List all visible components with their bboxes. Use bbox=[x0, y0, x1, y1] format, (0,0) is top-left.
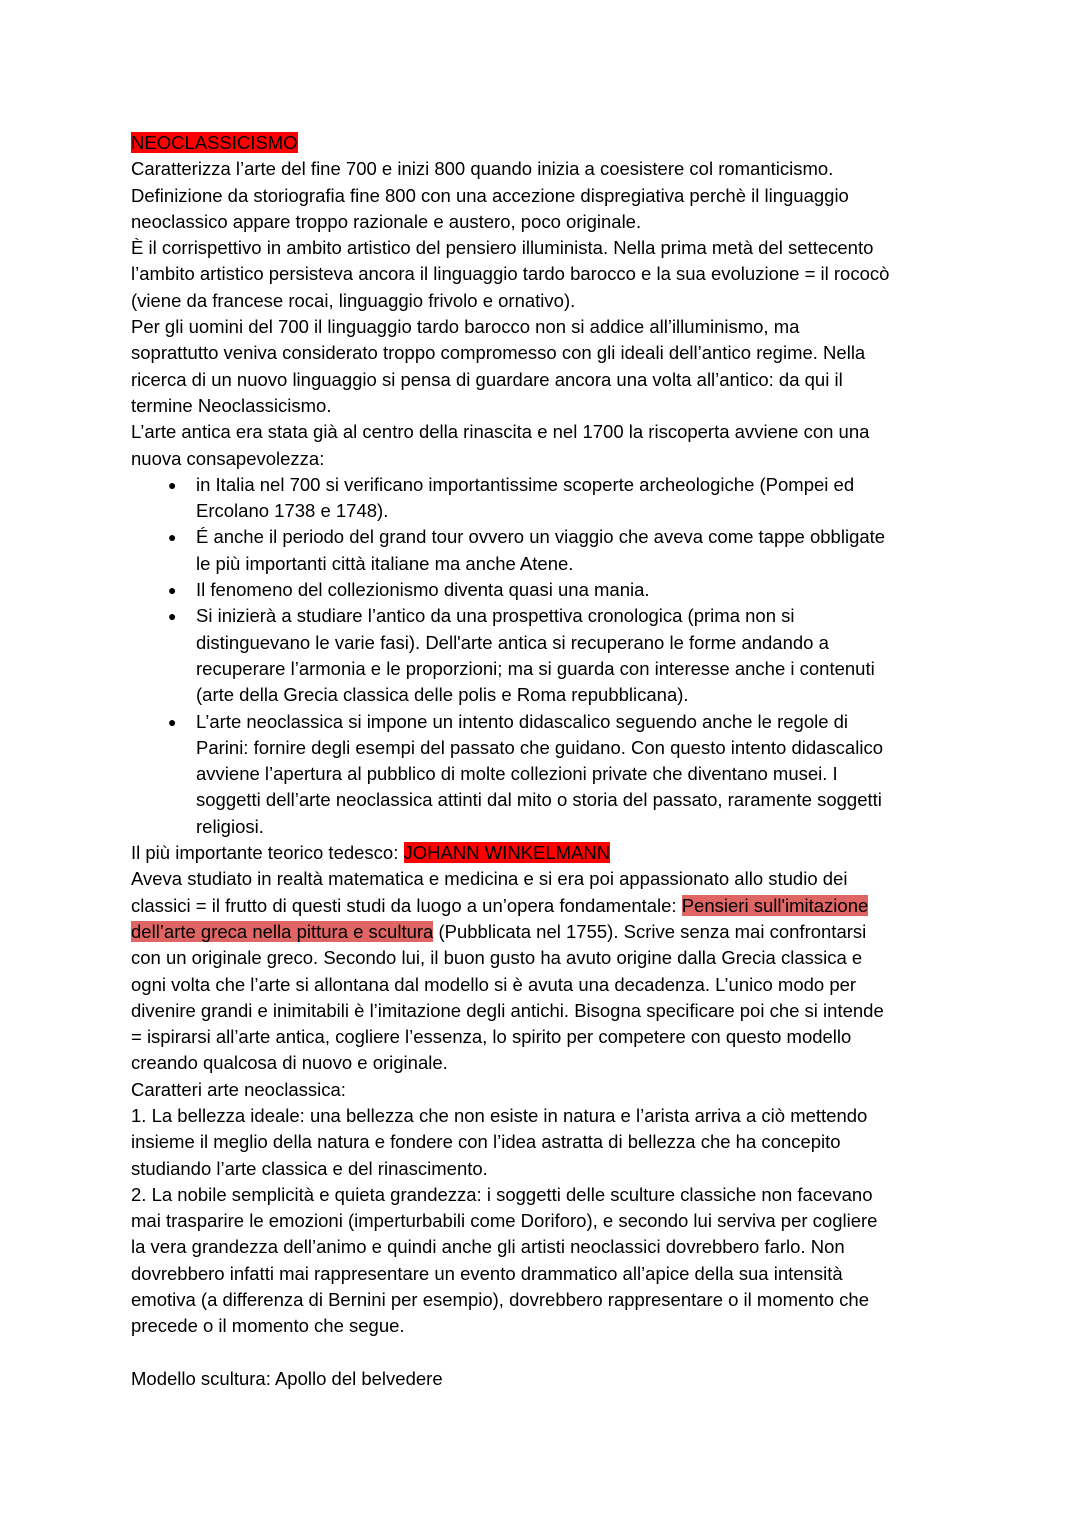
bullet-item-line bbox=[131, 577, 889, 603]
text-line bbox=[131, 1156, 889, 1182]
text-segment: (viene da francese rocai, linguaggio frivolo e ornativo). bbox=[131, 289, 576, 311]
text-segment: Ercolano 1738 e 1748). bbox=[196, 500, 389, 522]
text-segment: Aveva studiato in realtà matematica e medicina e si era poi appassionato allo studio dei bbox=[131, 868, 848, 890]
text-line bbox=[131, 261, 889, 287]
text-line bbox=[131, 1287, 889, 1313]
text-line bbox=[131, 1024, 889, 1050]
text-segment: classici = il frutto di questi studi da luogo a un’opera fondamentale: bbox=[131, 894, 682, 916]
text-segment: Il fenomeno del collezionismo diventa quasi una mania. bbox=[196, 579, 650, 601]
text-segment: ogni volta che l’arte si allontana dal modello si è avuta una decadenza. L’unico modo per bbox=[131, 973, 857, 995]
text-line bbox=[131, 656, 889, 682]
text-line bbox=[131, 235, 889, 261]
bullet-icon: ● bbox=[168, 608, 177, 625]
text-segment: 1. La bellezza ideale: una bellezza che non esiste in natura e l’arista arriva a ciò mettendo bbox=[131, 1104, 868, 1126]
text-segment: divenire grandi e inimitabili è l’imitazione degli antichi. Bisogna specificare poi che si intende bbox=[131, 999, 884, 1021]
text-segment: ricerca di un nuovo linguaggio si pensa di guardare ancora una volta all’antico: da qui il bbox=[131, 368, 843, 390]
highlighted-text: Pensieri sull'imitazione bbox=[681, 894, 869, 916]
text-segment: L’arte neoclassica si impone un intento didascalico seguendo anche le regole di bbox=[196, 710, 849, 732]
text-line bbox=[131, 1261, 889, 1287]
text-line bbox=[131, 761, 889, 787]
text-segment: precede o il momento che segue. bbox=[131, 1315, 405, 1337]
text-line bbox=[131, 156, 889, 182]
text-segment: = ispirarsi all’arte antica, cogliere l’essenza, lo spirito per competere con questo modello bbox=[131, 1026, 852, 1048]
text-segment: soggetti dell’arte neoclassica attinti dal mito o storia del passato, raramente soggetti bbox=[196, 789, 882, 811]
text-line bbox=[131, 183, 889, 209]
text-line bbox=[131, 340, 889, 366]
text-line bbox=[131, 393, 889, 419]
text-segment: Caratterizza l’arte del fine 700 e inizi 800 quando inizia a coesistere col romanticismo. bbox=[131, 158, 834, 180]
text-line bbox=[131, 998, 889, 1024]
text-segment: termine Neoclassicismo. bbox=[131, 394, 332, 416]
text-segment: 2. La nobile semplicità e quieta grandezza: i soggetti delle sculture classiche non facevano bbox=[131, 1183, 873, 1205]
text-segment: nuova consapevolezza: bbox=[131, 447, 325, 469]
text-line bbox=[131, 367, 889, 393]
text-line bbox=[131, 551, 889, 577]
highlighted-text: NEOCLASSICISMO bbox=[131, 132, 298, 153]
text-segment: le più importanti città italiane ma anche Atene. bbox=[196, 552, 574, 574]
text-segment: studiando l’arte classica e del rinascimento. bbox=[131, 1157, 488, 1179]
text-line bbox=[131, 682, 889, 708]
text-segment: mai trasparire le emozioni (imperturbabili come Doriforo), e secondo lui serviva per cogliere bbox=[131, 1210, 878, 1232]
highlighted-text: dell’arte greca nella pittura e scultura bbox=[131, 920, 434, 942]
text-line bbox=[131, 919, 889, 945]
text-line bbox=[131, 630, 889, 656]
text-segment: con un originale greco. Secondo lui, il buon gusto ha avuto origine dalla Grecia classica e bbox=[131, 947, 863, 969]
text-line bbox=[131, 1182, 889, 1208]
text-line bbox=[131, 288, 889, 314]
text-segment: Per gli uomini del 700 il linguaggio tardo barocco non si addice all’illuminismo, ma bbox=[131, 316, 800, 338]
text-line bbox=[131, 1234, 889, 1260]
text-line bbox=[131, 1366, 889, 1392]
text-segment: l’ambito artistico persisteva ancora il linguaggio tardo barocco e la sua evoluzione = il rococò bbox=[131, 263, 890, 285]
text-segment: dovrebbero infatti mai rappresentare un evento drammatico all’apice della sua intensità bbox=[131, 1262, 843, 1284]
text-line bbox=[131, 1340, 889, 1366]
text-segment: in Italia nel 700 si verificano importantissime scoperte archeologiche (Pompei ed bbox=[196, 473, 855, 495]
text-segment: Caratteri arte neoclassica: bbox=[131, 1078, 346, 1100]
text-segment: religiosi. bbox=[196, 815, 264, 837]
text-segment: recuperare l’armonia e le proporzioni; ma si guarda con interesse anche i contenuti bbox=[196, 657, 875, 679]
bullet-item-line bbox=[131, 709, 889, 735]
text-line bbox=[131, 1103, 889, 1129]
bullet-icon: ● bbox=[168, 582, 177, 599]
text-segment: distinguevano le varie fasi). Dell'arte antica si recuperano le forme andando a bbox=[196, 631, 829, 653]
text-line bbox=[131, 814, 889, 840]
text-line bbox=[131, 735, 889, 761]
text-segment: emotiva (a differenza di Bernini per esempio), dovrebbero rappresentare o il momento che bbox=[131, 1289, 869, 1311]
text-line bbox=[131, 893, 889, 919]
text-line bbox=[131, 419, 889, 445]
bullet-item-line bbox=[131, 472, 889, 498]
text-segment: È il corrispettivo in ambito artistico del pensiero illuminista. Nella prima metà del settecento bbox=[131, 237, 874, 259]
text-segment: neoclassico appare troppo razionale e austero, poco originale. bbox=[131, 210, 642, 232]
text-line bbox=[131, 1208, 889, 1234]
bullet-icon: ● bbox=[168, 476, 177, 493]
text-segment: insieme il meglio della natura e fondere con l’idea astratta di bellezza che ha concepito bbox=[131, 1131, 841, 1153]
text-line bbox=[131, 130, 889, 156]
text-line bbox=[131, 945, 889, 971]
bullet-icon: ● bbox=[168, 713, 177, 730]
text-line bbox=[131, 209, 889, 235]
text-line bbox=[131, 840, 889, 866]
text-segment: Il più importante teorico tedesco: bbox=[131, 842, 404, 864]
text-line bbox=[131, 787, 889, 813]
text-line bbox=[131, 314, 889, 340]
text-segment: creando qualcosa di nuovo e originale. bbox=[131, 1052, 448, 1074]
text-segment: Definizione da storiografia fine 800 con una accezione dispregiativa perchè il linguaggio bbox=[131, 184, 849, 206]
text-segment: (arte della Grecia classica delle polis e Roma repubblicana). bbox=[196, 684, 689, 706]
text-segment: soprattutto veniva considerato troppo compromesso con gli ideali dell’antico regime. Nella bbox=[131, 342, 866, 364]
text-line bbox=[131, 1129, 889, 1155]
text-line bbox=[131, 866, 889, 892]
text-segment: L’arte antica era stata già al centro della rinascita e nel 1700 la riscoperta avviene con una bbox=[131, 421, 870, 443]
text-line bbox=[131, 446, 889, 472]
highlighted-text: JOHANN WINKELMANN bbox=[403, 842, 611, 864]
text-line bbox=[131, 1050, 889, 1076]
text-segment: Parini: fornire degli esempi del passato che guidano. Con questo intento didascalico bbox=[196, 736, 883, 758]
bullet-icon: ● bbox=[168, 529, 177, 546]
text-segment: la vera grandezza dell’animo e quindi anche gli artisti neoclassici dovrebbero farlo. Non bbox=[131, 1236, 845, 1258]
text-line bbox=[131, 972, 889, 998]
text-segment: Modello scultura: Apollo del belvedere bbox=[131, 1367, 443, 1389]
text-segment: (Pubblicata nel 1755). Scrive senza mai confrontarsi bbox=[433, 920, 867, 942]
text-line bbox=[131, 1077, 889, 1103]
bullet-item-line bbox=[131, 603, 889, 629]
document-body bbox=[131, 130, 889, 1392]
text-segment: Si inizierà a studiare l’antico da una prospettiva cronologica (prima non si bbox=[196, 605, 795, 627]
text-segment: É anche il periodo del grand tour ovvero un viaggio che aveva come tappe obbligate bbox=[196, 526, 886, 548]
text-segment: avviene l’apertura al pubblico di molte collezioni private che diventano musei. I bbox=[196, 763, 838, 785]
bullet-item-line bbox=[131, 524, 889, 550]
text-line bbox=[131, 498, 889, 524]
text-line bbox=[131, 1313, 889, 1339]
